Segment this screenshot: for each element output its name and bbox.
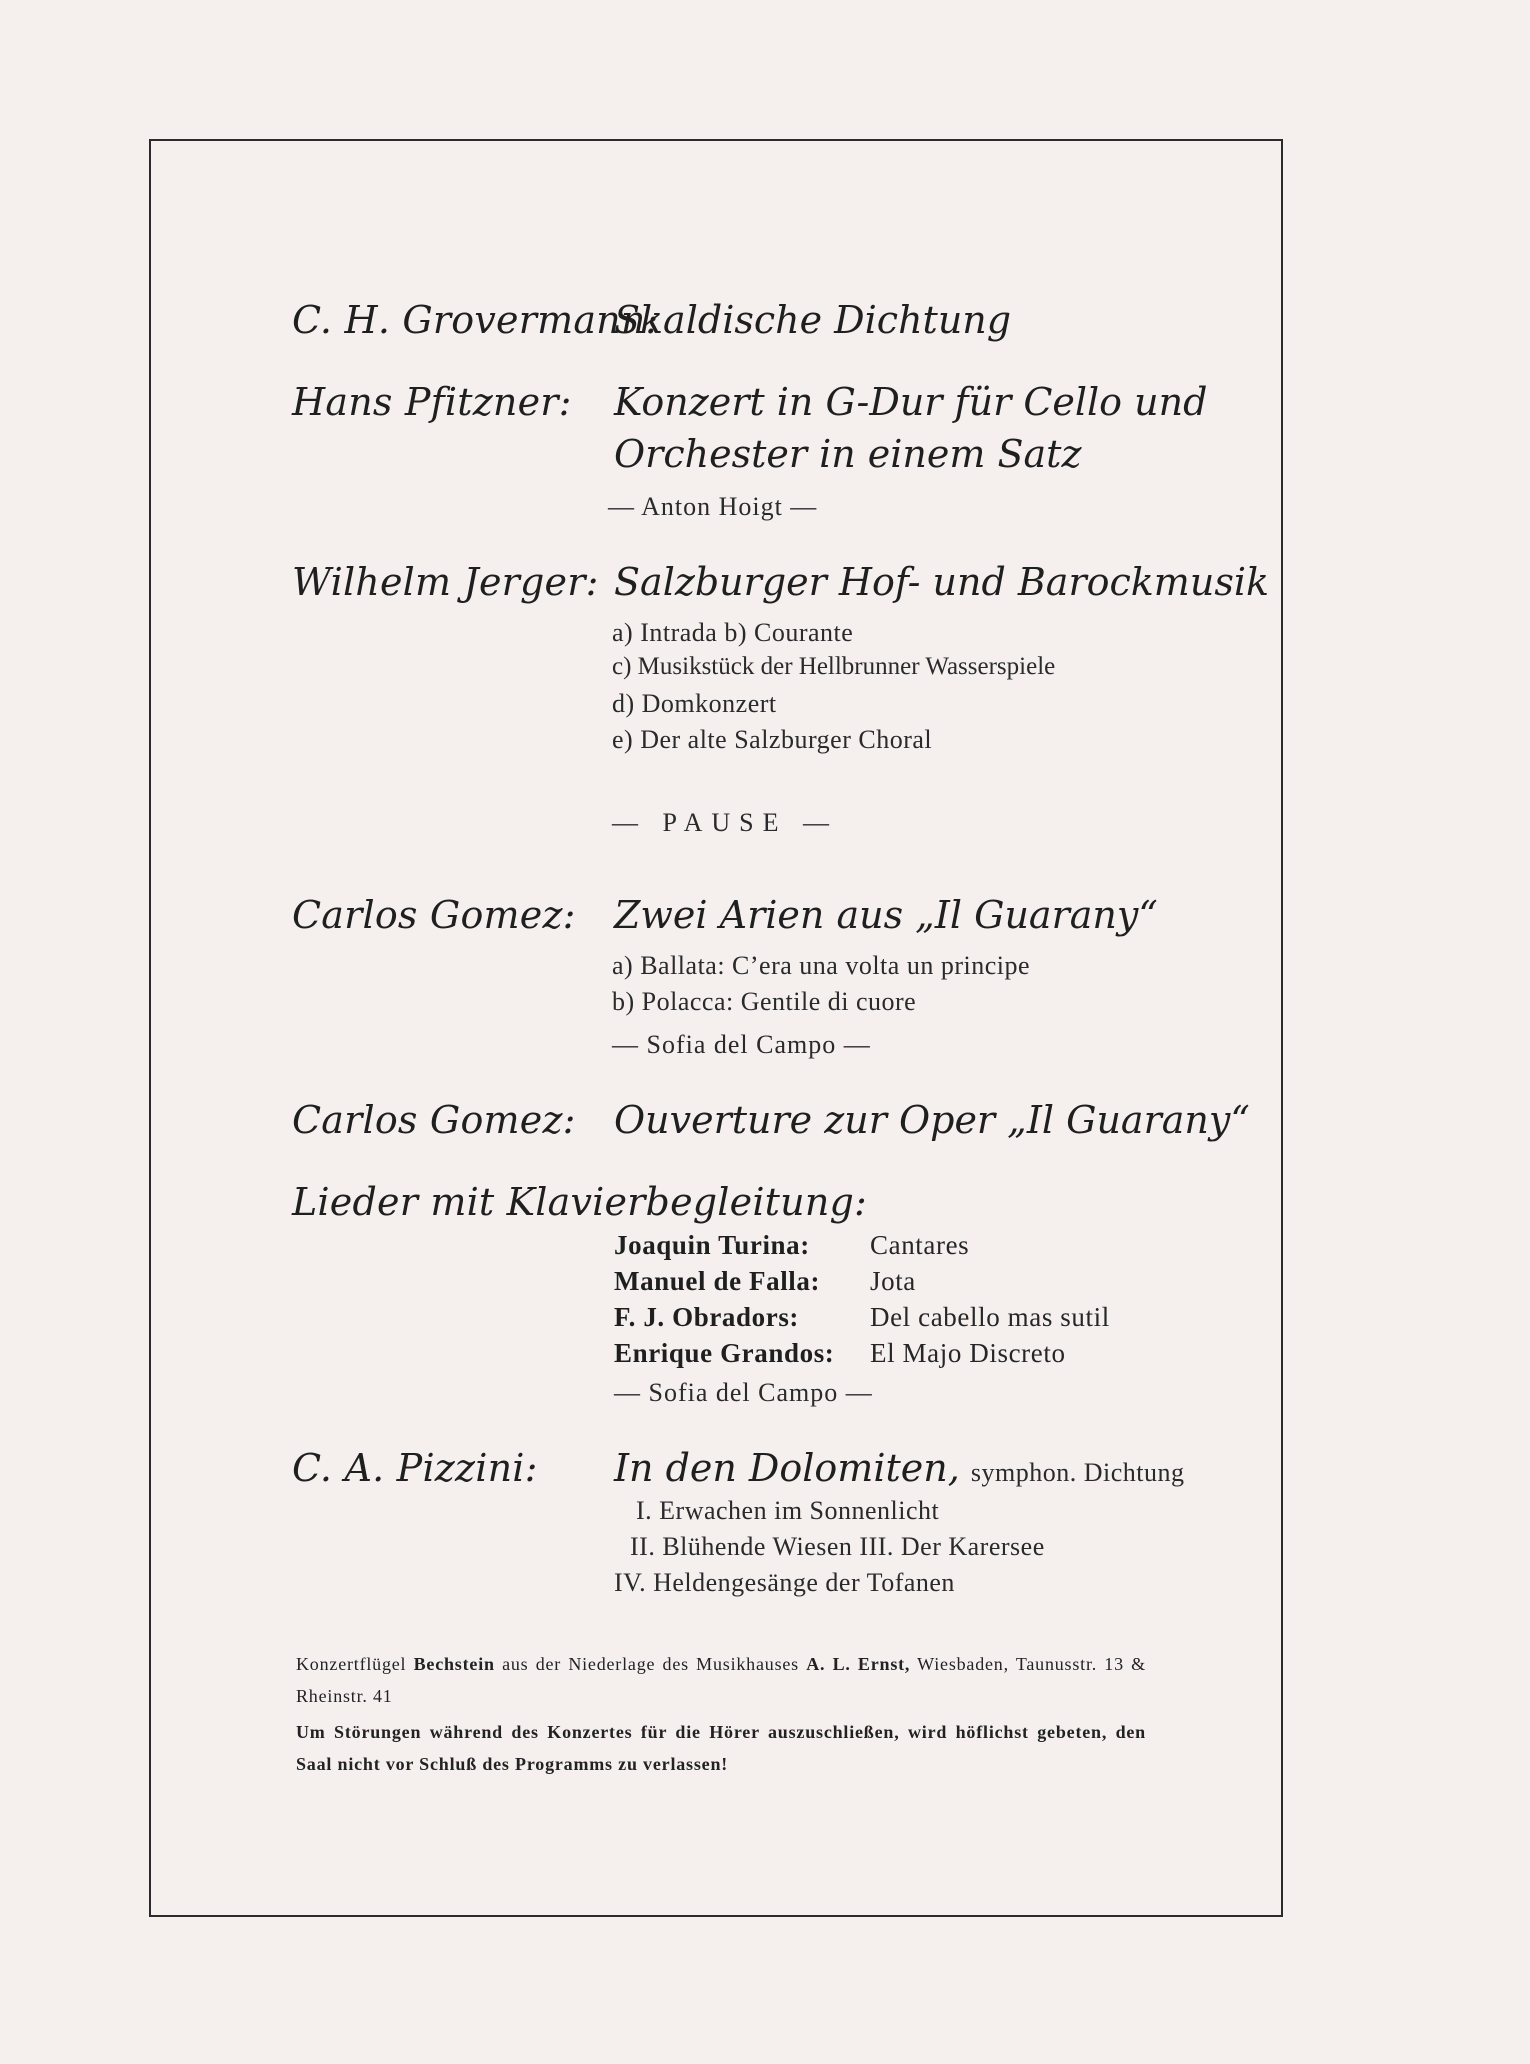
song-title: Jota — [870, 1266, 916, 1296]
performer-sofia-del-campo: — Sofia del Campo — — [614, 1378, 873, 1407]
song-title: Del cabello mas sutil — [870, 1302, 1110, 1332]
note-piano: Konzertflügel Bechstein aus der Niederlage des Musikhauses A. L. Ernst, Wiesbaden, Taunusstr. 13 & Rheinstr. 41 — [296, 1654, 1146, 1706]
list-item: a) Intrada b) Courante — [612, 618, 854, 647]
movement-item: I. Erwachen im Sonnenlicht — [636, 1496, 940, 1525]
song-title: El Majo Discreto — [870, 1338, 1066, 1368]
song-title: Cantares — [870, 1230, 970, 1260]
heading-lieder: Lieder mit Klavierbegleitung: — [292, 1180, 868, 1224]
song-composer: Enrique Grandos: — [614, 1338, 835, 1368]
composer-jerger: Wilhelm Jerger: — [292, 560, 599, 604]
composer-pfitzner: Hans Pfitzner: — [292, 380, 572, 424]
work-subtitle: symphon. Dichtung — [970, 1458, 1185, 1487]
movement-item: II. Blühende Wiesen III. Der Karersee — [630, 1532, 1045, 1561]
list-item: a) Ballata: C’era una volta un principe — [612, 951, 1031, 980]
list-item: d) Domkonzert — [612, 689, 777, 718]
pause-marker: — PAUSE — — [612, 808, 838, 837]
work-in-den-dolomiten — [614, 1446, 1185, 1490]
work-salzburger-barockmusik: Salzburger Hof- und Barockmusik — [614, 560, 1269, 604]
composer-pizzini: C. A. Pizzini: — [292, 1446, 538, 1490]
song-composer: Manuel de Falla: — [614, 1266, 821, 1296]
work-zwei-arien: Zwei Arien aus „Il Guarany“ — [614, 893, 1158, 937]
composer-grovermann: C. H. Grovermann: — [292, 298, 659, 342]
composer-gomez-overture: Carlos Gomez: — [292, 1098, 576, 1142]
list-item: e) Der alte Salzburger Choral — [612, 725, 933, 754]
song-composer: Joaquin Turina: — [614, 1230, 810, 1260]
work-skaldische-dichtung: Skaldische Dichtung — [614, 298, 1012, 342]
song-composer: F. J. Obradors: — [614, 1302, 800, 1332]
list-item: b) Polacca: Gentile di cuore — [612, 987, 917, 1016]
work-ouverture-il-guarany: Ouverture zur Oper „Il Guarany“ — [614, 1098, 1250, 1142]
work-title: In den Dolomiten, — [614, 1446, 960, 1490]
note-request: Um Störungen während des Konzertes für die Hörer auszuschließen, wird höflichst gebeten, den Saal nicht vor Schluß des Programms zu verlassen! — [296, 1722, 1146, 1774]
composer-gomez-arias: Carlos Gomez: — [292, 893, 576, 937]
performer-anton-hoigt: — Anton Hoigt — — [608, 492, 818, 521]
work-cello-concerto-line2: Orchester in einem Satz — [614, 432, 1082, 476]
movement-item: IV. Heldengesänge der Tofanen — [614, 1568, 955, 1597]
work-cello-concerto-line1: Konzert in G-Dur für Cello und — [614, 380, 1208, 424]
list-item: c) Musikstück der Hellbrunner Wasserspiele — [612, 653, 1056, 680]
performer-sofia-del-campo: — Sofia del Campo — — [612, 1030, 871, 1059]
